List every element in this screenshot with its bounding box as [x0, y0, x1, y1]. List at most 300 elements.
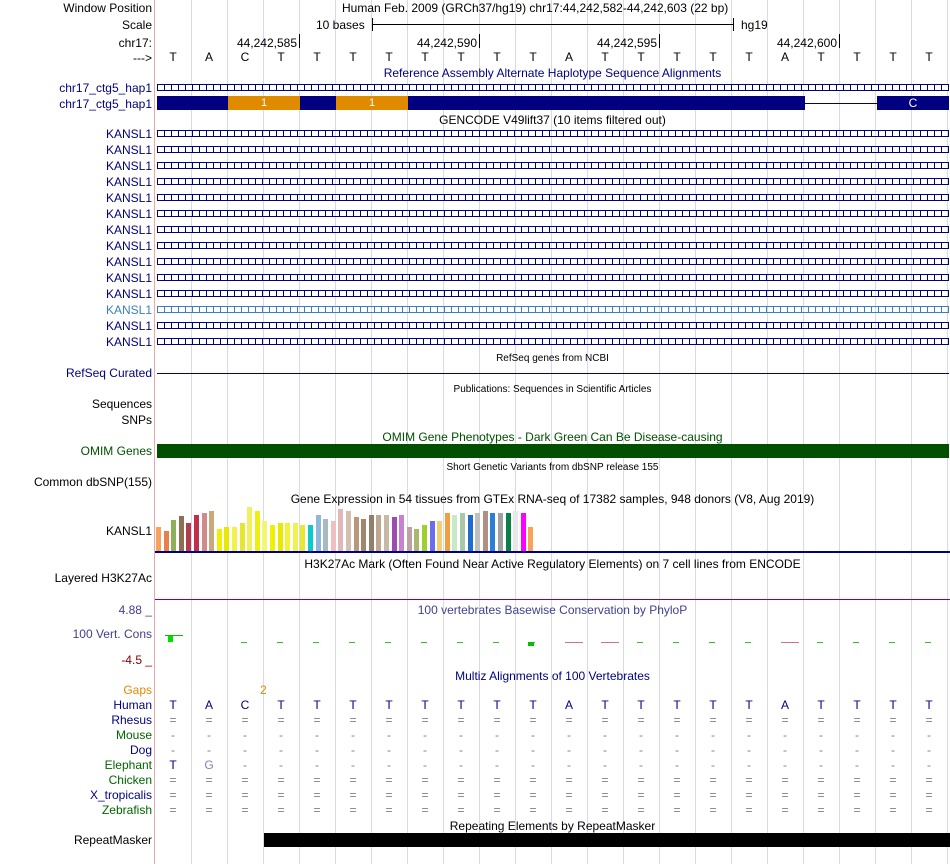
reference-base: T — [385, 50, 393, 64]
refseq-label[interactable]: RefSeq Curated — [65, 366, 152, 380]
gtex-tissue-bar[interactable] — [521, 513, 526, 551]
gtex-tissue-bar[interactable] — [308, 525, 313, 551]
gencode-transcript-label[interactable]: KANSL1 — [105, 191, 152, 205]
multiz-base: T — [169, 698, 177, 712]
multiz-species-label[interactable]: Dog — [129, 743, 152, 757]
gtex-tissue-bar[interactable] — [369, 515, 374, 551]
gtex-tissue-bar[interactable] — [171, 520, 176, 551]
multiz-base: = — [169, 803, 177, 817]
multiz-base: T — [421, 698, 429, 712]
multiz-species-label[interactable]: Zebrafish — [101, 803, 152, 817]
gtex-tissue-bar[interactable] — [323, 519, 328, 551]
multiz-base: = — [601, 773, 609, 787]
multiz-species-label[interactable]: X_tropicalis — [89, 788, 152, 802]
multiz-base: - — [351, 728, 355, 742]
multiz-base: - — [459, 743, 463, 757]
gencode-transcript-label[interactable]: KANSL1 — [105, 239, 152, 253]
multiz-base: = — [241, 713, 249, 727]
multiz-base: - — [711, 728, 715, 742]
reference-base: T — [493, 50, 501, 64]
multiz-base: = — [421, 803, 429, 817]
multiz-base: = — [241, 803, 249, 817]
multiz-species-label[interactable]: Chicken — [108, 773, 152, 787]
multiz-base: - — [711, 758, 715, 772]
multiz-species-label[interactable]: Rhesus — [111, 713, 152, 727]
scale-label: Scale — [121, 18, 152, 32]
multiz-base: = — [349, 713, 357, 727]
gtex-tissue-bar[interactable] — [338, 509, 343, 551]
multiz-base: = — [637, 713, 645, 727]
gencode-transcript-label[interactable]: KANSL1 — [105, 207, 152, 221]
phylop-max: 4.88 _ — [118, 603, 152, 617]
multiz-base: = — [457, 803, 465, 817]
multiz-track-title[interactable]: Multiz Alignments of 100 Vertebrates — [455, 669, 650, 683]
alt-haplo-block-2[interactable]: 1 — [336, 96, 408, 110]
multiz-base: - — [819, 758, 823, 772]
multiz-base: = — [817, 713, 825, 727]
reference-base: T — [277, 50, 285, 64]
reference-base: C — [240, 50, 250, 64]
gtex-tissue-bar[interactable] — [414, 529, 419, 551]
multiz-base: = — [673, 713, 681, 727]
multiz-base: = — [673, 803, 681, 817]
gtex-tissue-bar[interactable] — [452, 515, 457, 551]
refseq-track-title[interactable]: RefSeq genes from NCBI — [496, 353, 609, 364]
publications-track-title[interactable]: Publications: Sequences in Scientific Articles — [453, 384, 652, 395]
multiz-base: = — [925, 803, 933, 817]
multiz-base: - — [243, 758, 247, 772]
scale-db-label: hg19 — [741, 18, 768, 32]
multiz-base: A — [204, 698, 213, 712]
multiz-base: T — [853, 698, 861, 712]
scale-bar-right-tick — [733, 18, 734, 31]
multiz-base: = — [889, 803, 897, 817]
multiz-base: A — [564, 698, 573, 712]
multiz-species-label[interactable]: Human — [113, 698, 152, 712]
multiz-base: = — [889, 713, 897, 727]
gtex-tissue-bar[interactable] — [498, 513, 503, 551]
gencode-transcript-feature[interactable] — [157, 242, 949, 249]
phylop-mark — [709, 642, 715, 643]
multiz-base: - — [675, 758, 679, 772]
multiz-base: - — [171, 728, 175, 742]
gtex-tissue-bar[interactable] — [209, 511, 214, 551]
multiz-base: - — [351, 758, 355, 772]
multiz-base: - — [675, 743, 679, 757]
multiz-base: G — [204, 758, 214, 772]
multiz-base: T — [745, 698, 753, 712]
scale-bar — [372, 24, 733, 25]
multiz-base: = — [529, 713, 537, 727]
alt-haplo-feature-1[interactable] — [157, 84, 949, 91]
multiz-species-label[interactable]: Mouse — [115, 728, 152, 742]
gtex-tissue-bar[interactable] — [278, 523, 283, 551]
multiz-base: = — [421, 773, 429, 787]
publications-sequences-label[interactable]: Sequences — [91, 397, 152, 411]
multiz-base: = — [565, 713, 573, 727]
gtex-tissue-bar[interactable] — [384, 515, 389, 551]
reference-base: T — [925, 50, 933, 64]
repeatmasker-label[interactable]: RepeatMasker — [73, 833, 152, 847]
gtex-tissue-bar[interactable] — [217, 529, 222, 551]
multiz-base: = — [817, 788, 825, 802]
multiz-base: = — [313, 773, 321, 787]
reference-base: T — [709, 50, 717, 64]
dbsnp-label[interactable]: Common dbSNP(155) — [33, 475, 152, 489]
gtex-tissue-bar[interactable] — [399, 515, 404, 551]
multiz-base: = — [565, 803, 573, 817]
multiz-base: - — [567, 758, 571, 772]
gtex-tissue-bar[interactable] — [194, 515, 199, 551]
ruler-coordinate: 44,242,585 — [236, 36, 297, 50]
gtex-tissue-bar[interactable] — [156, 527, 161, 551]
multiz-base: = — [385, 803, 393, 817]
multiz-base: - — [639, 743, 643, 757]
gencode-transcript-feature[interactable] — [157, 210, 949, 217]
phylop-mark — [277, 642, 283, 643]
multiz-base: C — [240, 698, 250, 712]
gtex-tissue-bar[interactable] — [468, 515, 473, 551]
multiz-base: = — [817, 803, 825, 817]
multiz-base: T — [313, 698, 321, 712]
gencode-transcript-label[interactable]: KANSL1 — [105, 255, 152, 269]
multiz-base: = — [169, 713, 177, 727]
multiz-base: = — [313, 803, 321, 817]
alt-haplo-track-title[interactable]: Reference Assembly Alternate Haplotype Sequence Alignments — [383, 66, 722, 80]
gencode-transcript-feature[interactable] — [157, 290, 949, 297]
multiz-base: - — [531, 758, 535, 772]
multiz-base: = — [673, 788, 681, 802]
gencode-transcript-label[interactable]: KANSL1 — [105, 303, 152, 317]
multiz-base: - — [783, 743, 787, 757]
publications-snps-label[interactable]: SNPs — [121, 413, 152, 427]
phylop-track-title[interactable]: 100 vertebrates Basewise Conservation by PhyloP — [417, 603, 688, 617]
alt-haplo-label-2[interactable]: chr17_ctg5_hap1 — [59, 97, 152, 111]
gtex-tissue-bar[interactable] — [407, 527, 412, 551]
phylop-mark — [817, 642, 823, 643]
multiz-base: = — [745, 788, 753, 802]
gtex-tissue-bar[interactable] — [513, 511, 518, 551]
gencode-transcript-feature[interactable] — [157, 194, 949, 201]
phylop-mark — [745, 642, 751, 643]
multiz-base: T — [637, 698, 645, 712]
alt-haplo-block-1[interactable]: 1 — [228, 96, 300, 110]
multiz-base: = — [205, 713, 213, 727]
multiz-base: - — [423, 758, 427, 772]
gtex-tissue-bar[interactable] — [186, 523, 191, 551]
gtex-tissue-bar[interactable] — [262, 521, 267, 551]
multiz-base: T — [277, 698, 285, 712]
multiz-base: - — [675, 728, 679, 742]
reference-base: A — [564, 50, 573, 64]
gtex-tissue-bar[interactable] — [490, 513, 495, 551]
gtex-tissue-bar[interactable] — [202, 513, 207, 551]
alt-haplo-block-3[interactable]: C — [877, 96, 949, 110]
ruler-tick — [839, 34, 840, 48]
multiz-base: = — [421, 713, 429, 727]
gencode-transcript-label[interactable]: KANSL1 — [105, 319, 152, 333]
repeatmasker-track-title[interactable]: Repeating Elements by RepeatMasker — [449, 819, 656, 833]
phylop-mark — [457, 642, 463, 643]
multiz-base: = — [529, 803, 537, 817]
alt-haplo-intron — [805, 103, 877, 104]
gtex-tissue-bar[interactable] — [247, 507, 252, 551]
phylop-mark — [853, 642, 859, 643]
multiz-base: = — [349, 803, 357, 817]
multiz-base: = — [241, 773, 249, 787]
multiz-base: - — [495, 743, 499, 757]
reference-base: A — [780, 50, 789, 64]
gtex-tissue-bar[interactable] — [506, 513, 511, 551]
multiz-base: - — [783, 758, 787, 772]
multiz-base: = — [529, 773, 537, 787]
multiz-base: T — [673, 698, 681, 712]
phylop-label[interactable]: 100 Vert. Cons — [72, 627, 152, 641]
gtex-tissue-bar[interactable] — [460, 513, 465, 551]
multiz-base: = — [457, 713, 465, 727]
multiz-base: - — [531, 743, 535, 757]
phylop-mark — [349, 642, 355, 643]
multiz-base: T — [601, 698, 609, 712]
gtex-tissue-bar[interactable] — [316, 515, 321, 551]
gencode-transcript-feature[interactable] — [157, 162, 949, 169]
multiz-base: = — [169, 773, 177, 787]
chrom-label: chr17: — [118, 36, 152, 50]
reference-base: T — [457, 50, 465, 64]
reference-base: T — [889, 50, 897, 64]
multiz-base: - — [711, 743, 715, 757]
gtex-tissue-bar[interactable] — [422, 525, 427, 551]
phylop-mark — [781, 642, 799, 643]
multiz-base: = — [781, 788, 789, 802]
gencode-transcript-feature[interactable] — [157, 226, 949, 233]
multiz-base: = — [493, 803, 501, 817]
multiz-base: - — [243, 743, 247, 757]
multiz-base: T — [493, 698, 501, 712]
gtex-tissue-bar[interactable] — [179, 516, 184, 551]
gtex-tissue-bar[interactable] — [293, 523, 298, 551]
gencode-transcript-feature[interactable] — [157, 130, 949, 137]
gencode-transcript-feature[interactable] — [157, 274, 949, 281]
gencode-transcript-label[interactable]: KANSL1 — [105, 127, 152, 141]
refseq-feature[interactable] — [157, 373, 949, 374]
gtex-track-title[interactable]: Gene Expression in 54 tissues from GTEx RNA-seq of 17382 samples, 948 donors (V8, Aug 2019) — [290, 492, 815, 506]
gencode-transcript-feature[interactable] — [157, 322, 949, 329]
multiz-base: = — [205, 803, 213, 817]
multiz-base: - — [639, 728, 643, 742]
gtex-label[interactable]: KANSL1 — [105, 524, 152, 538]
omim-track-title[interactable]: OMIM Gene Phenotypes - Dark Green Can Be Disease-causing — [382, 430, 723, 444]
multiz-base: = — [853, 713, 861, 727]
multiz-base: - — [315, 758, 319, 772]
multiz-base: = — [601, 803, 609, 817]
ruler-coordinate: 44,242,595 — [596, 36, 657, 50]
multiz-base: - — [243, 728, 247, 742]
multiz-base: - — [351, 743, 355, 757]
phylop-mark — [313, 642, 319, 643]
multiz-base: - — [819, 728, 823, 742]
gtex-tissue-bar[interactable] — [232, 527, 237, 551]
gtex-tissue-bar[interactable] — [240, 523, 245, 551]
multiz-base: = — [709, 713, 717, 727]
omim-label[interactable]: OMIM Genes — [80, 444, 152, 458]
reference-base: T — [601, 50, 609, 64]
gencode-transcript-label[interactable]: KANSL1 — [105, 175, 152, 189]
multiz-base: = — [349, 788, 357, 802]
multiz-base: = — [421, 788, 429, 802]
reference-base: A — [204, 50, 213, 64]
phylop-mark — [601, 642, 619, 643]
multiz-base: = — [349, 773, 357, 787]
multiz-base: = — [925, 713, 933, 727]
multiz-base: = — [385, 713, 393, 727]
multiz-base: = — [637, 788, 645, 802]
multiz-base: - — [279, 743, 283, 757]
multiz-base: - — [171, 743, 175, 757]
multiz-base: = — [781, 773, 789, 787]
multiz-base: - — [927, 743, 931, 757]
multiz-base: - — [891, 743, 895, 757]
dbsnp-track-title[interactable]: Short Genetic Variants from dbSNP release 155 — [446, 462, 659, 473]
phylop-mark — [528, 642, 534, 646]
multiz-gaps-label: Gaps — [123, 683, 152, 697]
multiz-base: = — [277, 773, 285, 787]
gencode-transcript-label[interactable]: KANSL1 — [105, 335, 152, 349]
gencode-track-title[interactable]: GENCODE V49lift37 (10 items filtered out) — [439, 113, 666, 127]
gtex-tissue-bar[interactable] — [270, 525, 275, 551]
gencode-transcript-feature[interactable] — [157, 306, 949, 313]
h3k27ac-label[interactable]: Layered H3K27Ac — [54, 571, 152, 585]
ruler-coordinate: 44,242,590 — [416, 36, 477, 50]
phylop-mark — [421, 642, 427, 643]
multiz-base: T — [709, 698, 717, 712]
multiz-base: - — [387, 728, 391, 742]
multiz-base: = — [709, 803, 717, 817]
h3k27ac-track-title[interactable]: H3K27Ac Mark (Often Found Near Active Regulatory Elements) on 7 cell lines from ENCODE — [304, 557, 801, 571]
gtex-baseline — [155, 551, 950, 553]
phylop-mark — [637, 642, 643, 643]
gtex-tissue-bar[interactable] — [528, 527, 533, 551]
multiz-base: - — [747, 728, 751, 742]
reference-base: T — [817, 50, 825, 64]
alt-haplo-label-1[interactable]: chr17_ctg5_hap1 — [59, 81, 152, 95]
reference-base: T — [673, 50, 681, 64]
multiz-base: - — [315, 728, 319, 742]
gtex-tissue-bar[interactable] — [224, 527, 229, 551]
multiz-base: = — [457, 788, 465, 802]
gtex-tissue-bar[interactable] — [376, 515, 381, 551]
strand-label: ---> — [133, 51, 152, 65]
gencode-transcript-label[interactable]: KANSL1 — [105, 287, 152, 301]
reference-base: T — [421, 50, 429, 64]
multiz-base: = — [853, 803, 861, 817]
multiz-base: A — [780, 698, 789, 712]
gtex-tissue-bar[interactable] — [331, 521, 336, 551]
multiz-base: = — [745, 803, 753, 817]
multiz-base: = — [637, 803, 645, 817]
multiz-base: - — [495, 728, 499, 742]
ruler-coordinate: 44,242,600 — [776, 36, 837, 50]
h3k27ac-baseline — [155, 599, 950, 600]
reference-base: T — [745, 50, 753, 64]
gtex-tissue-bar[interactable] — [437, 521, 442, 551]
gencode-transcript-feature[interactable] — [157, 338, 949, 345]
gtex-tissue-bar[interactable] — [300, 525, 305, 551]
gencode-transcript-label[interactable]: KANSL1 — [105, 143, 152, 157]
multiz-base: = — [457, 773, 465, 787]
gtex-tissue-bar[interactable] — [354, 517, 359, 551]
multiz-base: = — [745, 713, 753, 727]
multiz-base: = — [169, 788, 177, 802]
multiz-base: = — [781, 803, 789, 817]
multiz-base: = — [889, 773, 897, 787]
multiz-base: = — [925, 788, 933, 802]
multiz-base: - — [819, 743, 823, 757]
gencode-transcript-feature[interactable] — [157, 258, 949, 265]
gencode-transcript-feature[interactable] — [157, 146, 949, 153]
gencode-transcript-label[interactable]: KANSL1 — [105, 271, 152, 285]
multiz-base: T — [349, 698, 357, 712]
gencode-transcript-label[interactable]: KANSL1 — [105, 159, 152, 173]
multiz-base: - — [279, 728, 283, 742]
multiz-base: = — [925, 773, 933, 787]
gtex-tissue-bar[interactable] — [285, 523, 290, 551]
multiz-base: = — [493, 788, 501, 802]
multiz-base: - — [603, 728, 607, 742]
multiz-base: - — [783, 728, 787, 742]
gtex-tissue-bar[interactable] — [430, 521, 435, 551]
gtex-tissue-bar[interactable] — [361, 519, 366, 551]
phylop-mark — [241, 642, 247, 643]
multiz-base: = — [277, 788, 285, 802]
gtex-tissue-bar[interactable] — [483, 511, 488, 551]
multiz-base: = — [853, 788, 861, 802]
omim-feature[interactable] — [157, 444, 949, 458]
multiz-base: = — [205, 773, 213, 787]
ruler-tick — [659, 34, 660, 48]
multiz-base: = — [385, 788, 393, 802]
multiz-base: - — [747, 758, 751, 772]
gtex-tissue-bar[interactable] — [164, 531, 169, 551]
gtex-tissue-bar[interactable] — [255, 511, 260, 551]
multiz-base: T — [457, 698, 465, 712]
multiz-base: = — [277, 713, 285, 727]
reference-base: T — [169, 50, 177, 64]
multiz-species-label[interactable]: Elephant — [104, 758, 152, 772]
multiz-base: = — [817, 773, 825, 787]
gencode-transcript-feature[interactable] — [157, 178, 949, 185]
gtex-tissue-bar[interactable] — [346, 511, 351, 551]
multiz-base: T — [817, 698, 825, 712]
gtex-tissue-bar[interactable] — [445, 513, 450, 551]
gencode-transcript-label[interactable]: KANSL1 — [105, 223, 152, 237]
multiz-base: = — [493, 713, 501, 727]
multiz-base: - — [747, 743, 751, 757]
gtex-tissue-bar[interactable] — [475, 513, 480, 551]
multiz-base: T — [889, 698, 897, 712]
phylop-mark — [385, 642, 391, 643]
multiz-base: - — [207, 728, 211, 742]
scale-bar-text: 10 bases — [316, 18, 365, 32]
multiz-base: = — [853, 773, 861, 787]
window-position-label: Window Position — [63, 1, 152, 15]
gtex-tissue-bar[interactable] — [392, 517, 397, 551]
repeatmasker-feature[interactable] — [264, 833, 950, 847]
multiz-base: = — [781, 713, 789, 727]
multiz-base: - — [567, 728, 571, 742]
multiz-base: = — [709, 788, 717, 802]
multiz-base: - — [603, 758, 607, 772]
